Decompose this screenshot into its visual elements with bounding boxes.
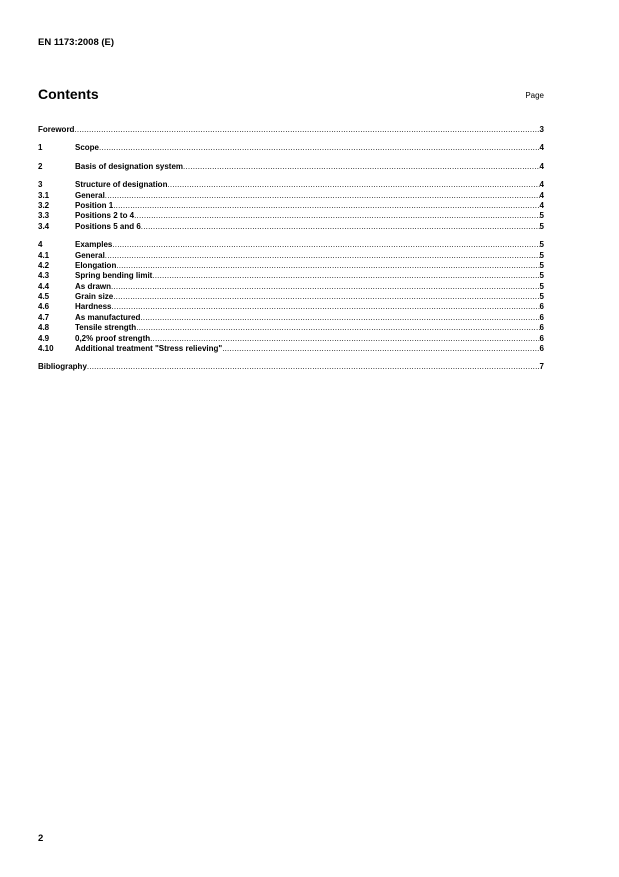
toc-entry[interactable] — [38, 191, 544, 201]
toc-entry[interactable] — [38, 222, 544, 232]
dot-leader — [105, 191, 540, 201]
dot-leader — [136, 323, 539, 333]
toc-entry[interactable] — [38, 125, 544, 135]
footer-page-number: 2 — [38, 833, 44, 844]
toc-entry-page: 5 — [539, 221, 544, 231]
dot-leader — [134, 211, 539, 221]
toc-entry-page: 6 — [539, 344, 544, 354]
toc-entry-number: 4.1 — [38, 250, 50, 260]
dot-leader — [113, 201, 539, 211]
toc-entry-number: 3 — [38, 180, 43, 190]
toc-entry[interactable] — [38, 271, 544, 281]
document-header: EN 1173:2008 (E) — [38, 37, 115, 48]
toc-entry[interactable] — [38, 282, 544, 292]
toc-entry-page: 6 — [539, 302, 544, 312]
toc-entry-page: 5 — [539, 292, 544, 302]
toc-entry[interactable] — [38, 292, 544, 302]
toc-entry-page: 4 — [539, 200, 544, 210]
toc-entry-title: Position 1 — [75, 200, 114, 210]
dot-leader — [87, 362, 540, 372]
toc-entry-page: 6 — [539, 323, 544, 333]
dot-leader — [74, 125, 539, 135]
toc-entry[interactable] — [38, 334, 544, 344]
page-column-label: Page — [525, 91, 544, 100]
toc-entry-number: 4.4 — [38, 281, 50, 291]
toc-entry-title: Positions 2 to 4 — [75, 211, 135, 221]
dot-leader — [152, 271, 539, 281]
toc-entry-page: 5 — [539, 281, 544, 291]
toc-entry-number: 4.8 — [38, 323, 50, 333]
toc-entry-page: 5 — [539, 211, 544, 221]
toc-entry-number: 2 — [38, 161, 43, 171]
toc-entry-title: 0,2% proof strength — [75, 333, 151, 343]
toc-entry-title: Additional treatment "Stress relieving" — [75, 344, 223, 354]
toc-entry[interactable] — [38, 302, 544, 312]
toc-entry-number: 3.1 — [38, 190, 50, 200]
dot-leader — [222, 344, 539, 354]
toc-entry-number: 3.3 — [38, 211, 50, 221]
toc-entry-title: Tensile strength — [75, 323, 137, 333]
toc-entry-page: 3 — [539, 125, 544, 134]
toc-entry-page: 5 — [539, 240, 544, 250]
dot-leader — [167, 180, 539, 190]
toc-entry-number: 4.3 — [38, 271, 50, 281]
dot-leader — [140, 313, 539, 323]
dot-leader — [141, 222, 540, 232]
toc-entry[interactable] — [38, 240, 544, 250]
dot-leader — [113, 292, 539, 302]
dot-leader — [111, 302, 539, 312]
dot-leader — [183, 162, 540, 172]
toc-entry-page: 5 — [539, 250, 544, 260]
dot-leader — [150, 334, 539, 344]
toc-entry-number: 1 — [38, 143, 43, 153]
toc-entry-title: Bibliography — [38, 362, 87, 372]
page-title: Contents — [38, 86, 99, 102]
toc-entry[interactable] — [38, 313, 544, 323]
toc-entry-title: General — [75, 250, 105, 260]
toc-entry[interactable] — [38, 143, 544, 153]
toc-entry-number: 4 — [38, 240, 43, 250]
toc-entry-title: Basis of designation system — [75, 161, 184, 171]
toc-entry-title: Elongation — [75, 260, 117, 270]
toc-entry-title: Examples — [75, 240, 113, 250]
toc-entry-page: 4 — [539, 180, 544, 190]
toc-entry-page: 6 — [539, 312, 544, 322]
dot-leader — [99, 143, 540, 153]
toc-entry[interactable] — [38, 362, 544, 372]
toc-entry-number: 3.2 — [38, 200, 50, 210]
toc-entry[interactable] — [38, 201, 544, 211]
dot-leader — [112, 240, 539, 250]
toc-entry[interactable] — [38, 251, 544, 261]
toc-entry-title: Positions 5 and 6 — [75, 221, 141, 231]
toc-entry-page: 5 — [539, 271, 544, 281]
dot-leader — [116, 261, 539, 271]
toc-entry-page: 4 — [539, 161, 544, 171]
toc-entry-number: 3.4 — [38, 221, 50, 231]
toc-entry-title: Scope — [75, 143, 100, 153]
toc-entry[interactable] — [38, 180, 544, 190]
toc-entry-number: 4.10 — [38, 344, 54, 354]
toc-entry[interactable] — [38, 323, 544, 333]
toc-entry-number: 4.6 — [38, 302, 50, 312]
toc-entry-number: 4.5 — [38, 292, 50, 302]
toc-entry-title: Hardness — [75, 302, 112, 312]
toc-entry-page: 7 — [539, 362, 544, 372]
toc-entry[interactable] — [38, 211, 544, 221]
toc-entry-number: 4.2 — [38, 260, 50, 270]
toc-entry-title: As manufactured — [75, 312, 141, 322]
toc-entry-title: Structure of designation — [75, 180, 168, 190]
toc-entry-title: Foreword — [38, 125, 75, 134]
toc-entry-number: 4.7 — [38, 312, 50, 322]
toc-entry[interactable] — [38, 162, 544, 172]
dot-leader — [111, 282, 540, 292]
toc-entry[interactable] — [38, 344, 544, 354]
toc-entry-page: 4 — [539, 143, 544, 153]
toc-entry-title: General — [75, 190, 105, 200]
toc-entry-number: 4.9 — [38, 333, 50, 343]
toc-entry[interactable] — [38, 261, 544, 271]
toc-entry-title: As drawn — [75, 281, 112, 291]
toc-entry-page: 5 — [539, 260, 544, 270]
toc-entry-title: Spring bending limit — [75, 271, 153, 281]
toc-entry-page: 6 — [539, 333, 544, 343]
toc-entry-title: Grain size — [75, 292, 114, 302]
table-of-contents — [38, 125, 544, 373]
dot-leader — [105, 251, 540, 261]
toc-entry-page: 4 — [539, 190, 544, 200]
